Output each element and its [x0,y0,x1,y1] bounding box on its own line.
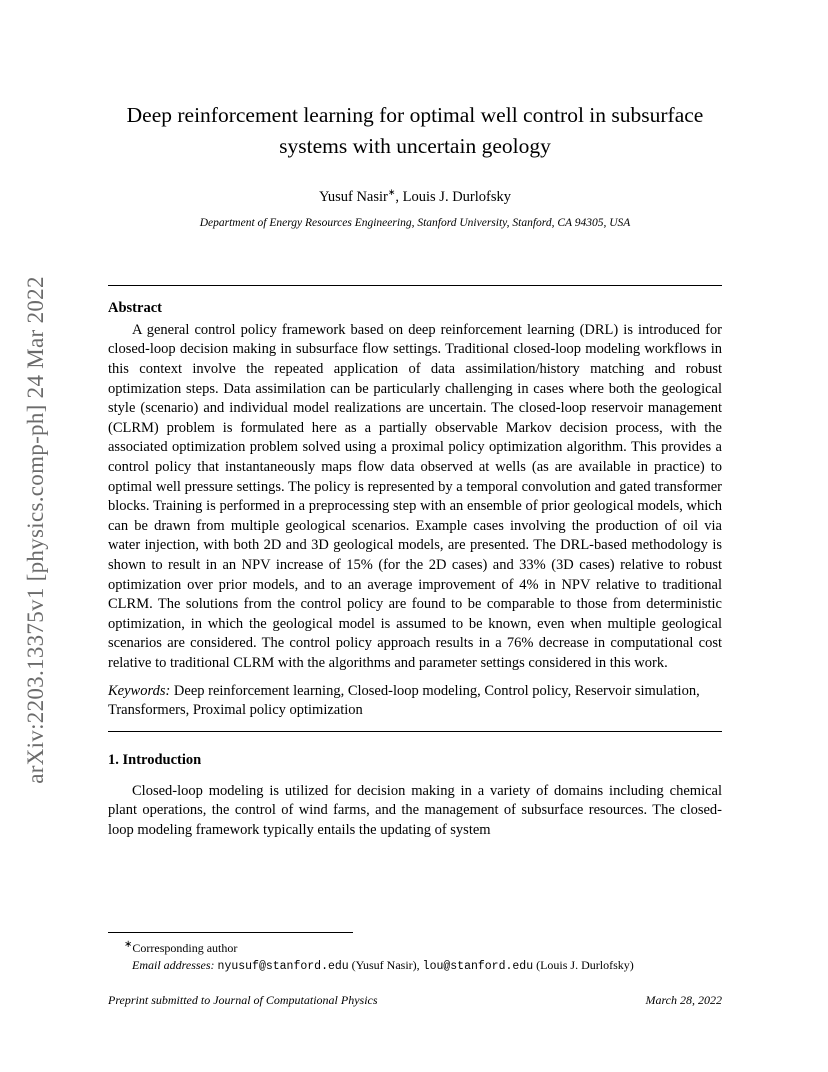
footnote-mark: ∗ [124,939,133,950]
author-second: , Louis J. Durlofsky [395,188,512,205]
paper-title: Deep reinforcement learning for optimal well control in subsurface systems with uncertain geology [126,103,704,158]
abstract-body: A general control policy framework based on deep reinforcement learning (DRL) is introduced for closed-loop decision making in subsurface flow settings. Traditional closed-loop modeling workflows in this context involve the repeated application of data assimilation/history matching and robust optimization steps. Data assimilation can be particularly challenging in cases where both the geological style (scenario) and individual model realizations are uncertain. The closed-loop reservoir management (CLRM) problem is formulated here as a partially observable Markov decision process, with the associated optimization problem solved using a proximal policy optimization algorithm. This provides a control policy that instantaneously maps flow data observed at wells (as are available in practice) to optimal well pressure settings. The policy is represented by a temporal convolution and gated transformer blocks. Training is performed in a preprocessing step with an ensemble of prior geological models, which can be drawn from multiple geological scenarios. Example cases involving the production of oil via water injection, with both 2D and 3D geological models, are presented. The DRL-based methodology is shown to result in an NPV increase of 15% (for the 2D cases) and 33% (3D cases) relative to robust optimization over prior models, and to an average improvement of 4% in NPV relative to traditional CLRM. The solutions from the control policy are found to be comparable to those from deterministic optimization, in which the geological model is assumed to be known, even when multiple geological scenarios are considered. The control policy approach results in a 76% decrease in computational cost relative to traditional CLRM with the algorithms and parameter settings considered in this work. [108,321,722,671]
abstract-heading: Abstract [108,299,162,316]
keywords-text: Deep reinforcement learning, Closed-loop modeling, Control policy, Reservoir simulation, Transformers, Proximal policy optimization [108,682,700,719]
introduction-body: Closed-loop modeling is utilized for decision making in a variety of domains including chemical plant operations, the control of wind farms, and the management of subsurface resources. The closed-loop modeling framework typically entails the updating of system [108,782,722,838]
abstract-bottom-rule [108,731,722,732]
footnote-corresponding [108,936,722,957]
affiliation: Department of Energy Resources Engineering, Stanford University, Stanford, CA 94305, USA [199,216,631,229]
email-label: Email addresses: [132,958,215,972]
email-name-durlofsky: (Louis J. Durlofsky) [533,958,634,972]
corresponding-mark: ∗ [387,187,396,197]
keywords-label: Keywords: [108,682,171,699]
footnote-corresponding-text: Corresponding author [132,941,238,955]
abstract-top-rule [108,285,722,286]
footnote-emails [108,957,722,975]
footer-date: March 28, 2022 [645,993,722,1007]
section-heading-introduction: 1. Introduction [108,751,202,768]
author-first: Yusuf Nasir [318,188,388,205]
footnotes [108,936,722,975]
email-link-nasir[interactable]: nyusuf@stanford.edu [217,960,349,973]
email-name-nasir: (Yusuf Nasir), [348,958,423,972]
email-link-durlofsky[interactable]: lou@stanford.edu [422,960,534,973]
footnote-rule [108,932,353,933]
paper-content [108,100,722,840]
footer-journal: Preprint submitted to Journal of Computational Physics [108,993,378,1007]
page-footer [108,993,722,1008]
keywords [108,682,722,721]
author-list [108,182,722,207]
arxiv-id: arXiv:2203.13375v1 [physics.comp-ph] 24 Mar 2022 [23,276,48,784]
arxiv-stamp [16,232,56,828]
